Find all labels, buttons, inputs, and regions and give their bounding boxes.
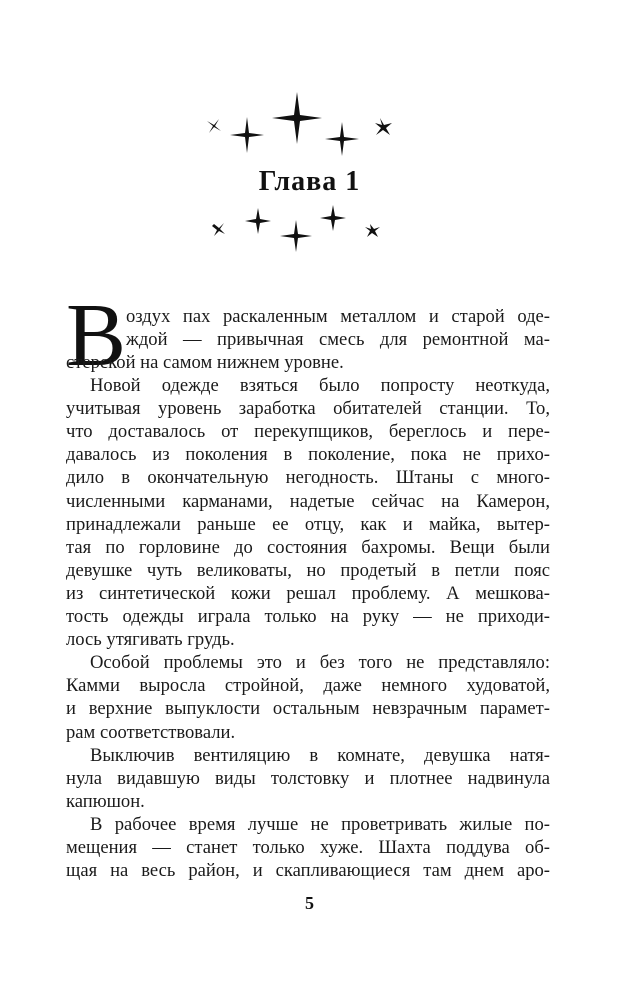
page-number: 5 xyxy=(305,893,314,913)
chapter-title: Глава 1 xyxy=(258,166,361,197)
text-line: что доставалось от перекупщиков, береглось и пере- xyxy=(66,421,550,443)
text-line: Новой одежде взяться было попросту неоткуда, xyxy=(90,375,550,397)
text-line: численными карманами, надетые сейчас на Камерон, xyxy=(66,490,550,512)
text-line: давалось из поколения в поколение, пока не прихо- xyxy=(66,444,550,466)
text-line: лось утягивать грудь. xyxy=(66,629,235,651)
text-line: оздух пах раскаленным металлом и старой оде- xyxy=(126,306,550,327)
text-line: из синтетической кожи решал проблему. А мешкова- xyxy=(66,582,550,604)
text-line: капюшон. xyxy=(66,790,145,812)
text-line: В рабочее время лучше не проветривать жилые по- xyxy=(90,813,550,835)
ornament-top xyxy=(0,88,619,163)
text-line: девушке чуть великоваты, но продетый в петли пояс xyxy=(66,559,550,581)
text-line: щая на весь район, и скапливающиеся там днем аро- xyxy=(66,860,550,882)
text-line: тость одежды играла только на руку — не приходи- xyxy=(66,606,550,628)
text-line: принадлежали раньше ее отцу, как и майка, вытер- xyxy=(66,513,550,535)
text-line: Особой проблемы это и без того не представляло: xyxy=(90,652,550,674)
text-line: Выключив вентиляцию в комнате, девушка натя- xyxy=(90,744,550,766)
text-line: учитывая уровень заработка обитателей станции. То, xyxy=(66,398,550,420)
body-text xyxy=(66,351,550,882)
text-line: и верхние выпуклости остальным невзрачным парамет- xyxy=(66,698,550,720)
text-line: тая по горловине до состояния бахромы. Вещи были xyxy=(66,536,550,558)
text-line: дило в окончательную негодность. Штаны с много- xyxy=(66,467,550,489)
drop-cap-lines xyxy=(126,305,550,351)
ornament-bottom xyxy=(0,200,619,255)
text-line: стерской на самом нижнем уровне. xyxy=(66,352,344,373)
text-line: рам соответствовали. xyxy=(66,721,236,743)
text-line: ждой — привычная смесь для ремонтной ма- xyxy=(126,329,550,351)
drop-cap: В xyxy=(66,286,127,385)
text-line: нула видавшую виды толстовку и плотнее надвинула xyxy=(66,767,550,789)
text-line: Камми выросла стройной, даже немного худоватой, xyxy=(66,675,550,697)
text-line: мещения — станет только хуже. Шахта поддува об- xyxy=(66,836,550,858)
